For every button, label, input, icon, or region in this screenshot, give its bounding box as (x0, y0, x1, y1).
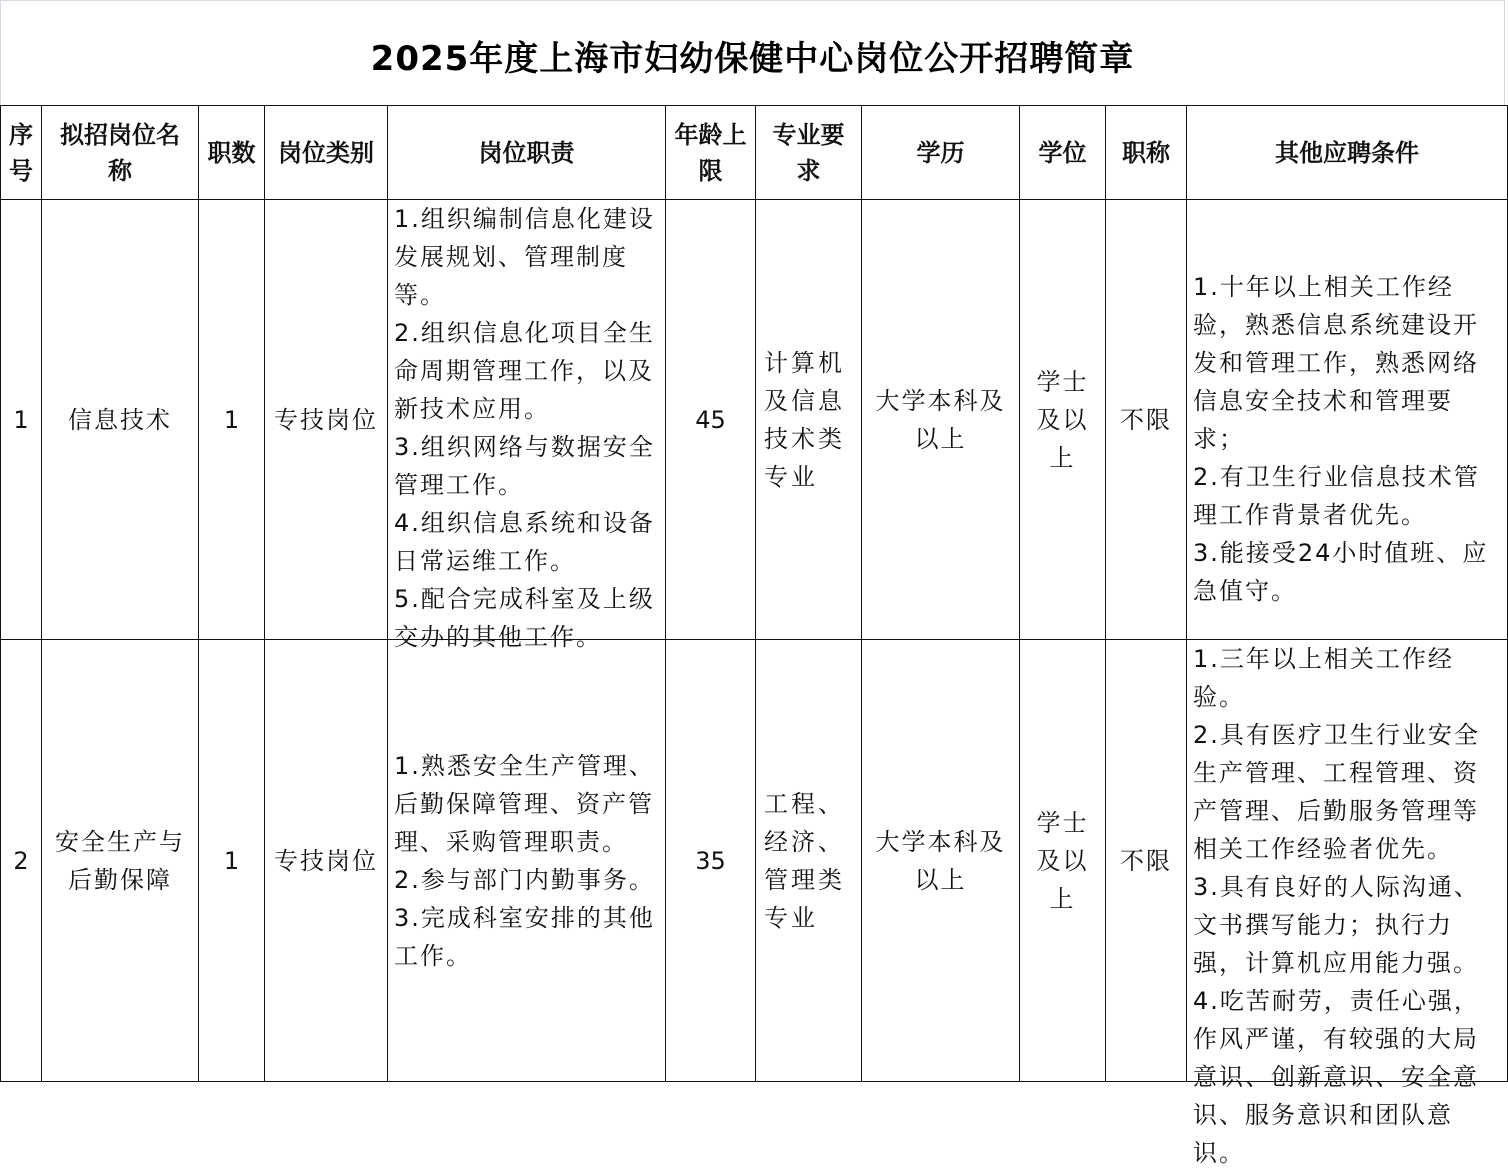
cell-degree: 学士及以上 (1020, 640, 1106, 1082)
duty-item: 3.组织网络与数据安全管理工作。 (394, 433, 655, 499)
table-row (1, 200, 1508, 640)
header-age-limit: 年龄上限 (666, 106, 756, 200)
cell-category: 专技岗位 (265, 200, 388, 640)
other-item: 3.具有良好的人际沟通、文书撰写能力；执行力强，计算机应用能力强。 (1193, 873, 1480, 977)
cell-count: 1 (199, 200, 265, 640)
header-seq: 序号 (1, 106, 42, 200)
cell-age-limit: 45 (666, 200, 756, 640)
cell-major (756, 640, 862, 1082)
cell-title-rank: 不限 (1106, 200, 1187, 640)
header-title-rank: 职称 (1106, 106, 1187, 200)
header-major: 专业要求 (756, 106, 862, 200)
cell-major (756, 200, 862, 640)
other-item: 1.十年以上相关工作经验，熟悉信息系统建设开发和管理工作，熟悉网络信息安全技术和管理要求； (1193, 273, 1479, 453)
header-other: 其他应聘条件 (1187, 106, 1508, 200)
duty-item: 5.配合完成科室及上级交办的其他工作。 (394, 585, 655, 651)
cell-position-name: 安全生产与后勤保障 (42, 640, 199, 1082)
cell-duties (388, 640, 666, 1082)
other-item: 3.能接受24小时值班、应急值守。 (1193, 539, 1489, 605)
duty-item: 1.熟悉安全生产管理、后勤保障管理、资产管理、采购管理职责。 (394, 751, 655, 856)
duties-list (388, 200, 665, 656)
cell-degree: 学士及以上 (1020, 200, 1106, 640)
header-education: 学历 (862, 106, 1020, 200)
duty-item: 2.组织信息化项目全生命周期管理工作，以及新技术应用。 (394, 319, 655, 423)
cell-age-limit: 35 (666, 640, 756, 1082)
header-degree: 学位 (1020, 106, 1106, 200)
duty-item: 1.组织编制信息化建设发展规划、管理制度等。 (394, 205, 655, 309)
cell-count: 1 (199, 640, 265, 1082)
other-item: 1.三年以上相关工作经验。 (1193, 645, 1454, 711)
duty-item: 3.完成科室安排的其他工作。 (394, 903, 655, 970)
cell-education: 大学本科及以上 (862, 640, 1020, 1082)
cell-position-name: 信息技术 (42, 200, 199, 640)
major-text: 计算机及信息技术类专业 (764, 348, 845, 491)
title-bar (0, 0, 1505, 106)
cell-other (1187, 200, 1508, 640)
page-title: 2025年度上海市妇幼保健中心岗位公开招聘简章 (370, 38, 1135, 79)
cell-other (1187, 640, 1508, 1167)
duty-item: 2.参与部门内勤事务。 (394, 865, 655, 894)
cell-seq: 1 (1, 200, 42, 640)
cell-title-rank: 不限 (1106, 640, 1187, 1082)
header-position-name: 拟招岗位名称 (42, 106, 199, 200)
cell-education: 大学本科及以上 (862, 200, 1020, 640)
other-list (1187, 640, 1507, 1172)
cell-category: 专技岗位 (265, 640, 388, 1082)
other-item: 2.有卫生行业信息技术管理工作背景者优先。 (1193, 463, 1480, 529)
major-text: 工程、经济、管理类专业 (764, 789, 845, 932)
table-row (1, 640, 1508, 1082)
other-item: 4.吃苦耐劳，责任心强，作风严谨，有较强的大局意识、创新意识、安全意识、服务意识和团队意识。 (1193, 987, 1480, 1167)
cell-duties (388, 200, 666, 651)
header-row (1, 106, 1508, 200)
header-count: 职数 (199, 106, 265, 200)
duties-list (388, 747, 665, 975)
other-item: 2.具有医疗卫生行业安全生产管理、工程管理、资产管理、后勤服务管理等相关工作经验者优先。 (1193, 721, 1480, 863)
cell-seq: 2 (1, 640, 42, 1082)
header-category: 岗位类别 (265, 106, 388, 200)
duty-item: 4.组织信息系统和设备日常运维工作。 (394, 509, 655, 575)
recruitment-table (0, 105, 1508, 1167)
header-duties: 岗位职责 (388, 106, 666, 200)
other-list (1187, 200, 1507, 610)
